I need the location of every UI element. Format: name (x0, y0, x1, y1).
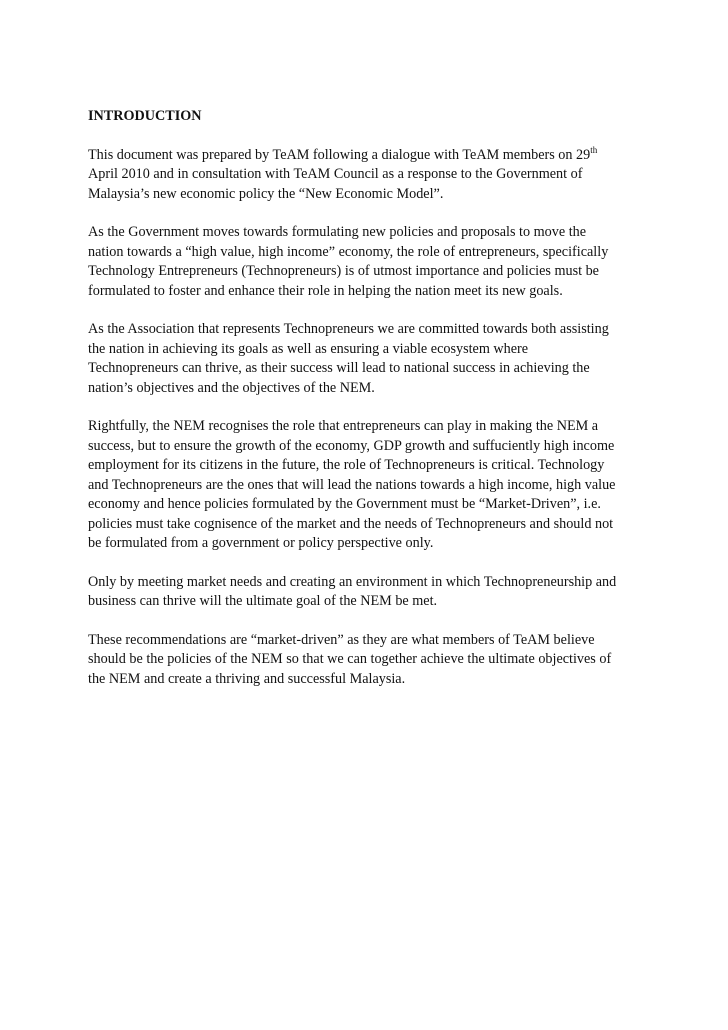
paragraph-line: business can thrive will the ultimate goal of the NEM be met. (88, 593, 438, 609)
paragraph-line: This document was prepared by TeAM following a dialogue with TeAM members on 29th (88, 144, 598, 163)
paragraph-line: As the Association that represents Technopreneurs we are committed towards both assisting (88, 321, 609, 337)
paragraph-line: employment for its citizens in the future, the role of Technopreneurs is critical. Technology (88, 457, 605, 473)
paragraph-line: Malaysia’s new economic policy the “New Economic Model”. (88, 185, 444, 202)
paragraph-line: Technopreneurs can thrive, as their success will lead to national success in achieving the (88, 360, 590, 376)
section-heading: INTRODUCTION (88, 108, 202, 124)
paragraph-line: nation’s objectives and the objectives of the NEM. (88, 379, 375, 396)
paragraph-line: be formulated from a government or policy perspective only. (88, 535, 434, 551)
paragraph-6 (88, 631, 648, 690)
paragraph-line: Only by meeting market needs and creating an environment in which Technopreneurship and (88, 573, 617, 590)
paragraph-2 (88, 223, 648, 301)
paragraph-line: Technology Entrepreneurs (Technopreneurs) is of utmost importance and policies must be (88, 263, 599, 279)
paragraph-line: the NEM and create a thriving and successful Malaysia. (88, 670, 406, 687)
paragraph-line: should be the policies of the NEM so that we can together achieve the ultimate objectives of (88, 651, 612, 667)
paragraph-line: April 2010 and in consultation with TeAM Council as a response to the Government of (88, 166, 583, 182)
superscript-th: th (590, 144, 598, 155)
paragraph-line: the nation in achieving its goals as well as ensuring a viable ecosystem where (88, 340, 529, 357)
paragraph-1 (88, 146, 648, 205)
paragraph-line: policies must take cognisence of the market and the needs of Technopreneurs and should not (88, 515, 614, 532)
paragraph-4 (88, 417, 648, 554)
paragraph-line: economy and hence policies formulated by the Government must be “Market-Driven”, i.e. (88, 496, 601, 512)
paragraph-5 (88, 573, 648, 612)
paragraph-line: Rightfully, the NEM recognises the role that entrepreneurs can play in making the NEM a (88, 418, 599, 434)
paragraph-line: success, but to ensure the growth of the economy, GDP growth and suffuciently high income (88, 437, 615, 454)
paragraph-3 (88, 320, 648, 398)
paragraph-line: formulated to foster and enhance their role in helping the nation meet its new goals. (88, 282, 563, 299)
document-page (88, 107, 648, 708)
paragraph-line: As the Government moves towards formulating new policies and proposals to move the (88, 224, 587, 240)
paragraph-line: and Technopreneurs are the ones that will lead the nations towards a high income, high value (88, 476, 616, 493)
paragraph-line: nation towards a “high value, high income” economy, the role of entrepreneurs, specifically (88, 243, 609, 260)
paragraph-line: These recommendations are “market-driven” as they are what members of TeAM believe (88, 631, 595, 648)
